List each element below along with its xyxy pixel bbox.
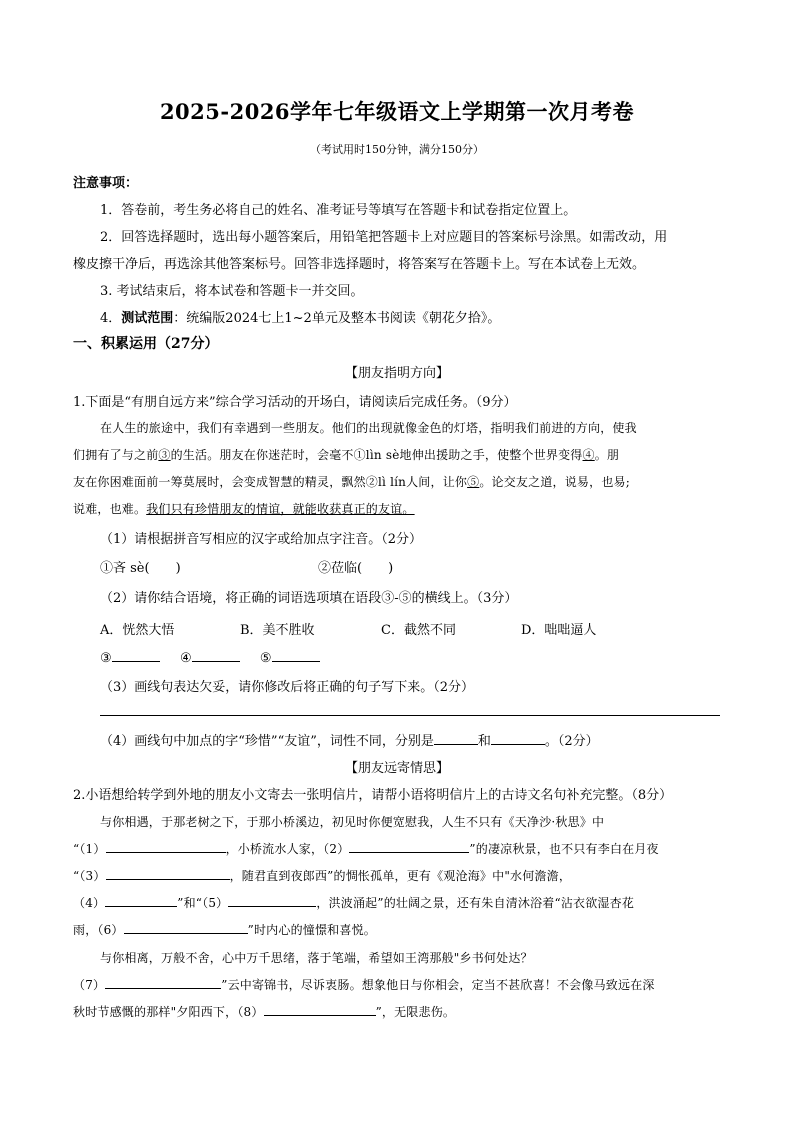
q1-sub-1-item-a: ①吝 sè( ) (100, 561, 181, 576)
note-item-3: 3. 考试结束后，将本试卷和答题卡一并交回。 (100, 284, 364, 299)
q2-text: ”的凄凉秋景，也不只有李白在月夜 (469, 842, 659, 856)
option-c: C．截然不同 (381, 623, 456, 638)
underlined-sentence: 我们只有珍惜朋友的情谊，就能收获真正的友谊。 (146, 502, 415, 516)
poem-blank-3[interactable] (106, 867, 230, 880)
note-item-4-text: ：统编版2024七上1~2单元及整本书阅读《朝花夕拾》。 (173, 311, 501, 326)
q2-text: （7） (73, 978, 106, 992)
poem-blank-7[interactable] (105, 976, 221, 989)
q1-sub-1-item-b: ②莅临( ) (318, 561, 394, 576)
note-item-4 (100, 307, 500, 326)
section-1-heading: 一、积累运用（27分） (73, 336, 219, 352)
answer-blank-5[interactable] (272, 649, 320, 662)
question-1-stem: 1.下面是“有朋自远方来”综合学习活动的开场白，请阅读后完成任务。（9分） (73, 395, 517, 410)
q2-text: 雨，（6） (73, 923, 124, 937)
q2-text: ”，无限悲伤。 (375, 1005, 456, 1019)
q2-postcard-line-4 (73, 894, 634, 911)
q1-sub-3-question: （3）画线句表达欠妥，请你修改后将正确的句子写下来。（2分） (100, 680, 475, 695)
q1-sub-4-text: （4）画线句中加点的字“珍惜”“友谊”，词性不同，分别是 (100, 734, 434, 749)
answer-blank-pos-1[interactable] (434, 732, 478, 745)
note-item-2-line-2: 橡皮擦干净后，再选涂其他答案标号。回答非选择题时，将答案写在答题卡上。写在本试卷上无效。 (73, 257, 646, 272)
q1-sub-1-question: （1）请根据拼音写相应的汉字或给加点字注音。（2分） (100, 532, 423, 547)
q2-text: ，随君直到夜郎西”的惆怅孤单，更有《观沧海》中"水何澹澹， (229, 869, 572, 883)
q2-postcard-line-5 (73, 921, 376, 938)
q1-sub-4-question (100, 730, 599, 749)
answer-blanks-row (100, 649, 320, 666)
q2-postcard-line-2 (73, 840, 659, 857)
poem-blank-5[interactable] (228, 894, 316, 907)
q2-postcard-line-1: 与你相遇，于那老树之下，于那小桥溪边，初见时你便宽慰我，人生不只有《天净沙·秋思》中 (100, 815, 605, 829)
note-item-4-number: 4． (100, 311, 122, 326)
notes-heading: 注意事项： (73, 176, 139, 191)
blank-marker-4: ④ (582, 448, 595, 462)
answer-blank-4[interactable] (192, 649, 240, 662)
q2-text: ，洪波涌起”的壮阔之景，还有朱自清沐浴着“沾衣欲湿杏花 (316, 896, 635, 910)
answer-line[interactable] (100, 715, 720, 716)
blank-marker-3: ③ (158, 448, 171, 462)
answer-blank-3[interactable] (112, 649, 160, 662)
q2-text: ”云中寄锦书，尽诉衷肠。想象他日与你相会，定当不甚欣喜！不会像马致远在深 (221, 978, 655, 992)
q1-passage-text: 们拥有了与之前 (73, 448, 159, 462)
poem-blank-1[interactable] (106, 840, 226, 853)
poem-blank-4[interactable] (105, 894, 177, 907)
q2-text: 秋时节感慨的那样"夕阳西下，（8） (73, 1005, 264, 1019)
poem-blank-6[interactable] (124, 921, 248, 934)
q1-sub-4-score: 。（2分） (544, 734, 599, 749)
q1-sub-4-and: 和 (477, 734, 491, 749)
blank-label-3: ③ (100, 651, 112, 666)
q1-passage-line-1: 在人生的旅途中，我们有幸遇到一些朋友。他们的出现就像金色的灯塔，指明我们前进的方向，使我 (100, 421, 637, 435)
q1-passage-text: 说难，也难。 (73, 502, 147, 516)
q2-postcard-line-7 (73, 976, 655, 993)
answer-blank-pos-2[interactable] (491, 732, 545, 745)
option-a: A．恍然大悟 (100, 623, 175, 638)
q1-passage-line-2 (73, 446, 619, 463)
blank-marker-5: ⑤ (467, 475, 480, 489)
q1-sub-2-question: （2）请你结合语境，将正确的词语选项填在语段③-⑤的横线上。（3分） (100, 591, 518, 606)
q2-postcard-line-3 (73, 867, 571, 884)
exam-title: 2025-2026学年七年级语文上学期第一次月考卷 (159, 99, 635, 124)
q1-passage-text: 的生活。朋友在你迷茫时，会毫不①lìn sè地伸出援助之手，使整个世界变得 (170, 448, 583, 462)
poem-blank-8[interactable] (264, 1003, 376, 1016)
q2-text: “（1） (73, 842, 106, 856)
subsection-heading-2: 【朋友远寄情思】 (344, 761, 449, 776)
q2-text: ”时内心的憧憬和喜悦。 (247, 923, 376, 937)
q1-passage-line-4 (73, 500, 415, 517)
question-2-stem: 2.小语想给转学到外地的朋友小文寄去一张明信片，请帮小语将明信片上的古诗文名句补充完整。（8分） (73, 788, 673, 803)
blank-label-5: ⑤ (259, 651, 272, 666)
subsection-heading-1: 【朋友指明方向】 (344, 366, 449, 381)
poem-blank-2[interactable] (349, 840, 469, 853)
q1-passage-text: 。朋 (594, 448, 620, 462)
q2-text: “（3） (73, 869, 106, 883)
q2-text: ，小桥流水人家，（2） (225, 842, 350, 856)
note-item-2-line-1: 2．回答选择题时，选出每小题答案后，用铅笔把答题卡上对应题目的答案标号涂黑。如需改动，用 (100, 230, 668, 245)
option-b: B．美不胜收 (240, 623, 315, 638)
q1-passage-text: 友在你困难面前一筹莫展时，会变成智慧的精灵，飘然②lì lín人间，让你 (73, 475, 468, 489)
q2-text: （4） (73, 896, 106, 910)
q2-postcard-line-8 (73, 1003, 455, 1020)
q1-passage-line-3 (73, 473, 630, 490)
option-d: D．咄咄逼人 (521, 623, 597, 638)
q2-postcard-line-6: 与你相离，万般不舍，心中万千思绪，落于笔端，希望如王湾那般"乡书何处达？ (100, 951, 533, 965)
exam-subtitle: （考试用时150分钟，满分150分） (310, 143, 484, 156)
note-item-4-label: 测试范围 (121, 311, 174, 326)
q2-text: ”和“（5） (177, 896, 229, 910)
note-item-1: 1．答卷前，考生务必将自己的姓名、准考证号等填写在答题卡和试卷指定位置上。 (100, 203, 577, 218)
blank-label-4: ④ (179, 651, 192, 666)
q1-passage-text: 。论交友之道，说易，也易; (479, 475, 630, 489)
